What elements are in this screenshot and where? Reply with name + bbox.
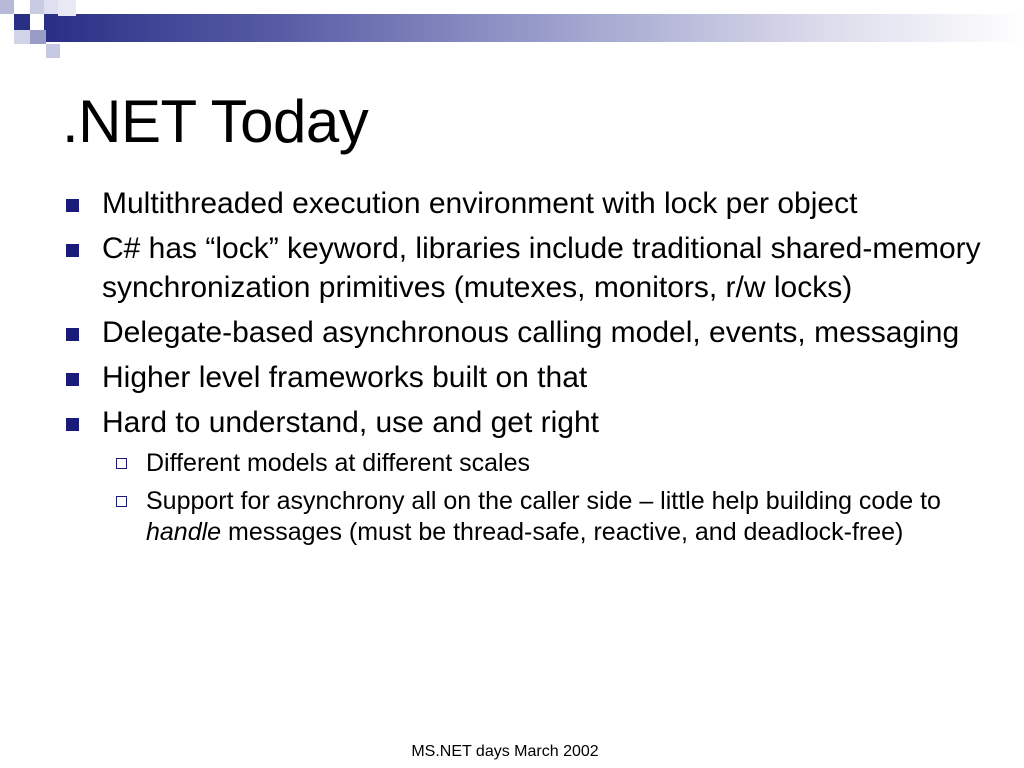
sub-bullet-text: Support for asynchrony all on the caller side – little help building code to <box>146 487 941 515</box>
decor-square <box>46 44 60 58</box>
bullet-item <box>102 184 982 223</box>
sub-bullet-text: Different models at different scales <box>146 449 530 477</box>
decor-square <box>0 0 14 14</box>
square-bullet-icon <box>66 418 79 431</box>
bullet-item <box>102 313 982 352</box>
square-bullet-icon <box>66 328 79 341</box>
bullet-text: C# has “lock” keyword, libraries include traditional shared-memory synchronization primitives (mutexes, monitors, r/w locks) <box>102 232 981 304</box>
bullet-text: Hard to understand, use and get right <box>102 406 599 439</box>
bullet-text: Delegate-based asynchronous calling model, events, messaging <box>102 316 960 349</box>
sub-bullet-emphasis: handle <box>146 518 222 546</box>
sub-bullet-item <box>146 448 966 479</box>
slide-title: .NET Today <box>62 88 369 155</box>
decor-square <box>30 30 46 44</box>
bullet-item <box>102 403 982 442</box>
header-gradient-bar <box>44 14 1024 42</box>
square-bullet-icon <box>66 244 79 257</box>
bullet-item <box>102 358 982 397</box>
sub-bullet-text: messages (must be thread-safe, reactive, and deadlock-free) <box>221 518 904 546</box>
bullet-list <box>0 184 1024 555</box>
slide-footer: MS.NET days March 2002 <box>411 743 599 760</box>
square-bullet-icon <box>66 199 79 212</box>
hollow-square-bullet-icon <box>116 496 127 507</box>
decor-square <box>44 0 58 14</box>
square-bullet-icon <box>66 373 79 386</box>
decor-square <box>58 0 76 16</box>
bullet-text: Multithreaded execution environment with lock per object <box>102 187 858 220</box>
bullet-text: Higher level frameworks built on that <box>102 361 588 394</box>
decor-square <box>14 30 30 44</box>
bullet-item <box>102 229 982 307</box>
hollow-square-bullet-icon <box>116 458 127 469</box>
decor-square <box>30 0 44 14</box>
sub-bullet-item <box>146 486 966 548</box>
decor-square <box>14 14 30 30</box>
